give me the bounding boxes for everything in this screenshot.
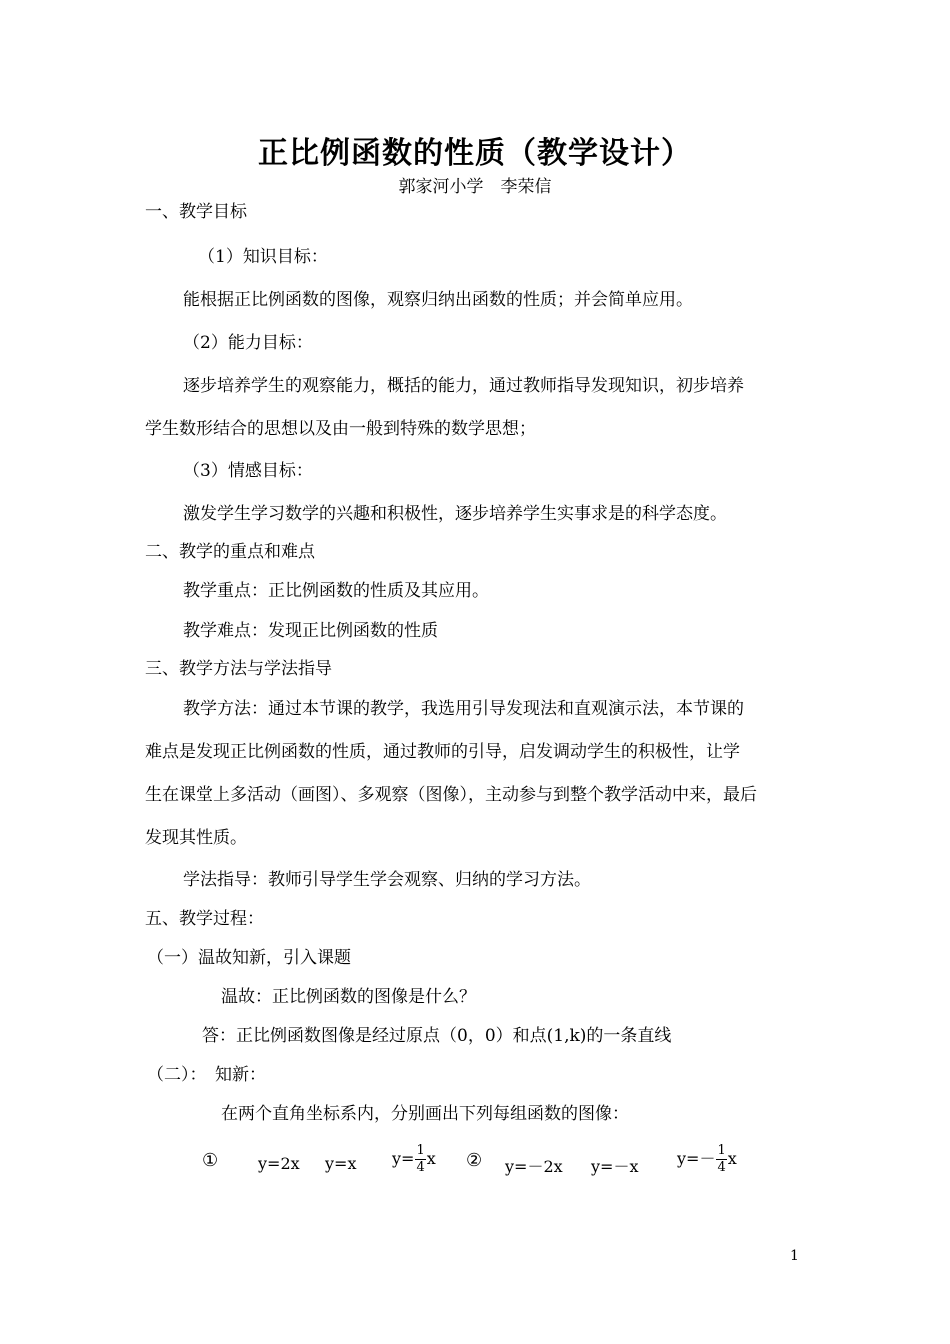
page-title: 正比例函数的性质（教学设计） (258, 136, 692, 171)
difficulty-text: 教学难点：发现正比例函数的性质 (183, 621, 438, 641)
fraction-numerator: 1 (416, 1143, 425, 1158)
section-heading-key-points: 二、教学的重点和难点 (145, 542, 315, 562)
formula-y-x: y=x (325, 1154, 357, 1173)
learning-guide-text: 学法指导：教师引导学生学会观察、归纳的学习方法。 (183, 870, 591, 890)
drawing-task-text: 在两个直角坐标系内，分别画出下列每组函数的图像： (221, 1104, 629, 1124)
fraction-denominator: 4 (717, 1160, 726, 1175)
group-2-marker: ② (466, 1150, 483, 1171)
formula-y-neg-quarter-x (677, 1143, 737, 1176)
method-text-1: 教学方法：通过本节课的教学，我选用引导发现法和直观演示法，本节课的 (183, 699, 744, 719)
formula-y-quarter-x (392, 1143, 436, 1176)
method-text-4: 发现其性质。 (145, 828, 247, 848)
method-text-3: 生在课堂上多活动（画图）、多观察（图像），主动参与到整个教学活动中来，最后 (145, 785, 757, 805)
section-heading-objectives: 一、教学目标 (145, 202, 247, 222)
page-number: 1 (790, 1248, 799, 1264)
method-text-2: 难点是发现正比例函数的性质，通过教师的引导，启发调动学生的积极性，让学 (145, 742, 740, 762)
ability-goal-text-2: 学生数形结合的思想以及由一般到特殊的数学思想； (145, 419, 536, 439)
fraction (415, 1143, 425, 1176)
formula-y-2x: y=2x (258, 1154, 300, 1173)
section-heading-process: 五、教学过程： (145, 909, 264, 929)
formula-suffix: x (727, 1149, 737, 1168)
formula-prefix: y= (392, 1149, 415, 1168)
process-part-1-heading: （一）温故知新，引入课题 (147, 948, 351, 968)
ability-goal-label: （2）能力目标： (183, 333, 313, 353)
fraction (716, 1143, 726, 1176)
formula-suffix: x (426, 1149, 436, 1168)
formula-prefix: y=－ (677, 1149, 716, 1168)
formula-y-neg-2x: y=－2x (505, 1157, 563, 1176)
review-answer: 答：正比例函数图像是经过原点（0，0）和点(1,k)的一条直线 (202, 1026, 672, 1046)
ability-goal-text-1: 逐步培养学生的观察能力，概括的能力，通过教师指导发现知识，初步培养 (183, 376, 744, 396)
formula-y-neg-x: y=－x (591, 1157, 639, 1176)
fraction-numerator: 1 (717, 1143, 726, 1158)
key-point-text: 教学重点：正比例函数的性质及其应用。 (183, 581, 489, 601)
review-question: 温故：正比例函数的图像是什么？ (221, 987, 476, 1007)
knowledge-goal-text: 能根据正比例函数的图像，观察归纳出函数的性质；并会简单应用。 (183, 290, 693, 310)
fraction-denominator: 4 (416, 1160, 425, 1175)
process-part-2-heading: （二）： 知新： (147, 1065, 266, 1085)
knowledge-goal-label: （1）知识目标： (198, 247, 328, 267)
author-line: 郭家河小学 李荣信 (398, 177, 552, 197)
section-heading-methods: 三、教学方法与学法指导 (145, 659, 332, 679)
emotion-goal-text: 激发学生学习数学的兴趣和积极性，逐步培养学生实事求是的科学态度。 (183, 504, 727, 524)
emotion-goal-label: （3）情感目标： (183, 461, 313, 481)
group-1-marker: ① (202, 1150, 219, 1171)
